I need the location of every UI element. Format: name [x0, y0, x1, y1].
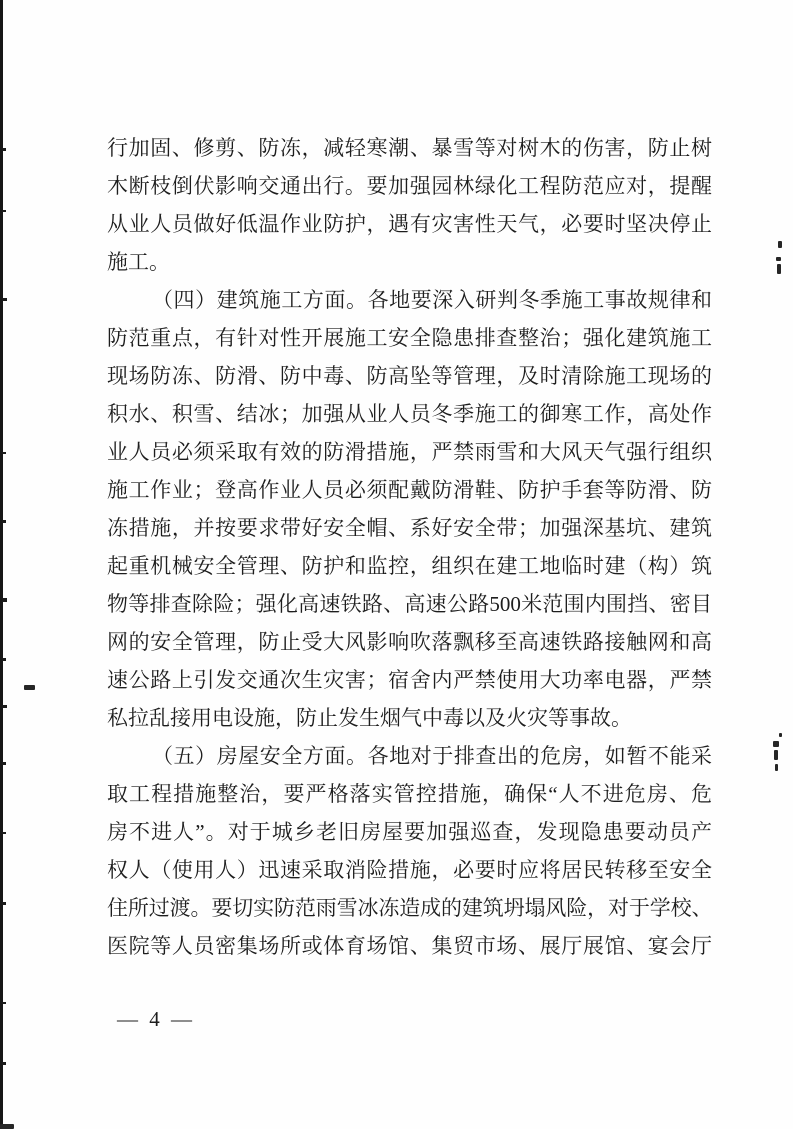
scan-artifact — [2, 598, 7, 602]
scan-artifact — [2, 452, 6, 454]
text-line: 私拉乱接用电设施，防止发生烟气中毒以及火灾等事故。 — [107, 706, 632, 730]
scan-artifact — [2, 210, 6, 212]
document-text-block — [107, 129, 712, 965]
scan-artifact — [2, 705, 7, 708]
scan-artifact — [2, 902, 6, 905]
scan-artifact — [779, 733, 782, 737]
text-line: 防范重点，有针对性开展施工安全隐患排查整治；强化建筑施工 — [107, 326, 712, 350]
text-line: 速公路上引发交通次生灾害；宿舍内严禁使用大功率电器，严禁 — [107, 668, 712, 692]
scan-artifact — [2, 298, 7, 301]
page-number: — 4 — — [117, 1007, 195, 1031]
text-line: 行加固、修剪、防冻，减轻寒潮、暴雪等对树木的伤害，防止树 — [107, 136, 712, 160]
scan-edge-line — [0, 0, 3, 1129]
text-line: 权人（使用人）迅速采取消险措施，必要时应将居民转移至安全 — [107, 858, 712, 882]
scan-artifact — [24, 685, 35, 690]
text-line: 施工。 — [107, 250, 170, 274]
scan-artifact — [776, 257, 781, 261]
scan-artifact — [778, 241, 782, 248]
text-line: 木断枝倒伏影响交通出行。要加强园林绿化工程防范应对，提醒 — [107, 174, 712, 198]
text-line: （五）房屋安全方面。各地对于排查出的危房，如暂不能采 — [152, 744, 712, 768]
text-line: 起重机械安全管理、防护和监控，组织在建工地临时建（构）筑 — [107, 554, 712, 578]
scan-artifact — [775, 764, 778, 771]
text-line: 网的安全管理，防止受大风影响吹落飘移至高速铁路接触网和高 — [107, 630, 712, 654]
scan-artifact — [2, 520, 6, 523]
text-line: 物等排查除险；强化高速铁路、高速公路500米范围内围挡、密目 — [107, 592, 712, 616]
scan-artifact — [2, 1062, 6, 1065]
scan-artifact — [774, 750, 778, 760]
scan-artifact — [2, 832, 6, 834]
text-line: 房不进人”。对于城乡老旧房屋要加强巡查，发现隐患要动员产 — [107, 820, 712, 844]
text-line: 住所过渡。要切实防范雨雪冰冻造成的建筑坍塌风险，对于学校、 — [107, 896, 712, 920]
scan-artifact — [2, 762, 6, 765]
scan-artifact — [777, 264, 781, 274]
text-line: 施工作业；登高作业人员必须配戴防滑鞋、防护手套等防滑、防 — [107, 478, 712, 502]
text-line: 医院等人员密集场所或体育场馆、集贸市场、展厅展馆、宴会厅 — [107, 934, 712, 958]
text-line: （四）建筑施工方面。各地要深入研判冬季施工事故规律和 — [152, 288, 712, 312]
scan-artifact — [2, 658, 6, 661]
text-line: 业人员必须采取有效的防滑措施，严禁雨雪和大风天气强行组织 — [107, 440, 712, 464]
scan-artifact — [2, 148, 6, 151]
text-line: 积水、积雪、结冰；加强从业人员冬季施工的御寒工作，高处作 — [107, 402, 712, 426]
scan-artifact — [2, 1002, 6, 1004]
scan-artifact — [773, 741, 779, 747]
text-line: 现场防冻、防滑、防中毒、防高坠等管理，及时清除施工现场的 — [107, 364, 712, 388]
text-line: 冻措施，并按要求带好安全帽、系好安全带；加强深基坑、建筑 — [107, 516, 712, 540]
scan-artifact — [0, 1124, 14, 1129]
text-line: 从业人员做好低温作业防护，遇有灾害性天气，必要时坚决停止 — [107, 212, 712, 236]
text-line: 取工程措施整治，要严格落实管控措施，确保“人不进危房、危 — [107, 782, 712, 806]
